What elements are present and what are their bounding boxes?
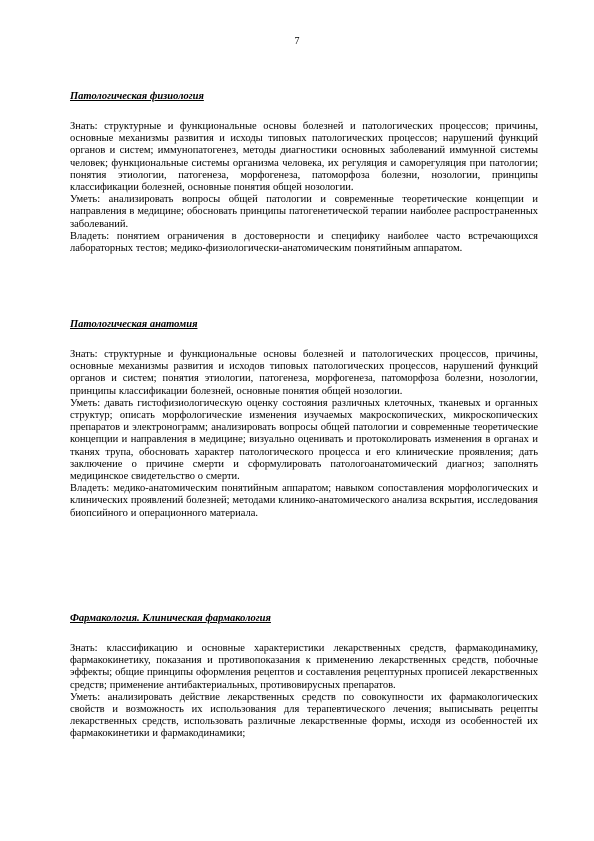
section-pathophysiology	[70, 90, 538, 255]
section-title: Фармакология. Клиническая фармакология	[70, 613, 271, 624]
section-title: Патологическая физиология	[70, 91, 204, 102]
paragraph-know: Знать: структурные и функциональные основы болезней и патологических процессов; причины, основные механизмы развития и исходы типовых патологических процессов; нарушений функций органов и систем; иммунопатогенез, методы диагностики основных заболеваний иммунной системы человек; функциональные системы организма человека, их регуляция и саморегуляция при патологии; понятия этиологии, патогенеза, морфогенеза, патоморфоза болезни, нозологии, принципы классификации болезней, основные понятия общей нозологии.	[70, 121, 538, 194]
section-body	[70, 121, 538, 255]
section-body	[70, 349, 538, 520]
page-number: 7	[294, 36, 300, 47]
paragraph-know: Знать: структурные и функциональные основы болезней и патологических процессов, причины, основные механизмы развития и исходов типовых патологических процессов, нарушений функций органов и систем; понятия этиологии, патогенеза, морфогенеза, патоморфоза болезни, нозологии, принципы классификации болезней, основные понятия общей нозологии.	[70, 349, 538, 397]
paragraph-able: Уметь: анализировать вопросы общей патологии и современные теоретические концепции и направления в медицине; обосновать принципы патогенетической терапии наиболее распространенных заболеваний.	[70, 194, 538, 230]
paragraph-master: Владеть: понятием ограничения в достоверности и специфику наиболее часто встречающихся лабораторных тестов; медико-физиологически-анатомическим понятийным аппаратом.	[70, 230, 538, 255]
section-body	[70, 643, 538, 741]
section-pathological-anatomy	[70, 318, 538, 520]
section-title: Патологическая анатомия	[70, 319, 198, 330]
paragraph-able: Уметь: давать гистофизиологическую оценку состояния различных клеточных, тканевых и органных структур; описать морфологические изменения изучаемых макроскопических, микроскопических препаратов и электронограмм; анализировать вопросы общей патологии и современные теоретические концепции и направления в медицине; визуально оценивать и протоколировать изменения в органах и тканях трупа, обосновать характер патологического процесса и его клинические проявления; дать заключение о причине смерти и сформулировать патологоанатомический диагноз; заполнять медицинское свидетельство о смерти.	[70, 397, 538, 483]
section-pharmacology	[70, 612, 538, 741]
paragraph-master: Владеть: медико-анатомическим понятийным аппаратом; навыком сопоставления морфологических и клинических проявлений болезней; методами клинико-анатомического анализа вскрытия, исследования биопсийного и операционного материала.	[70, 483, 538, 519]
paragraph-able: Уметь: анализировать действие лекарственных средств по совокупности их фармакологических свойств и возможность их использования для терапевтического лечения; выписывать рецепты лекарственных средств, использовать различные лекарственные формы, исходя из особенностей их фармакокинетики и фармакодинамики;	[70, 691, 538, 740]
paragraph-know: Знать: классификацию и основные характеристики лекарственных средств, фармакодинамику, фармакокинетику, показания и противопоказания к применению лекарственных средств, побочные эффекты; общие принципы оформления рецептов и составления рецептурных прописей лекарственных средств; применение антибактериальных, противовирусных препаратов.	[70, 643, 538, 691]
